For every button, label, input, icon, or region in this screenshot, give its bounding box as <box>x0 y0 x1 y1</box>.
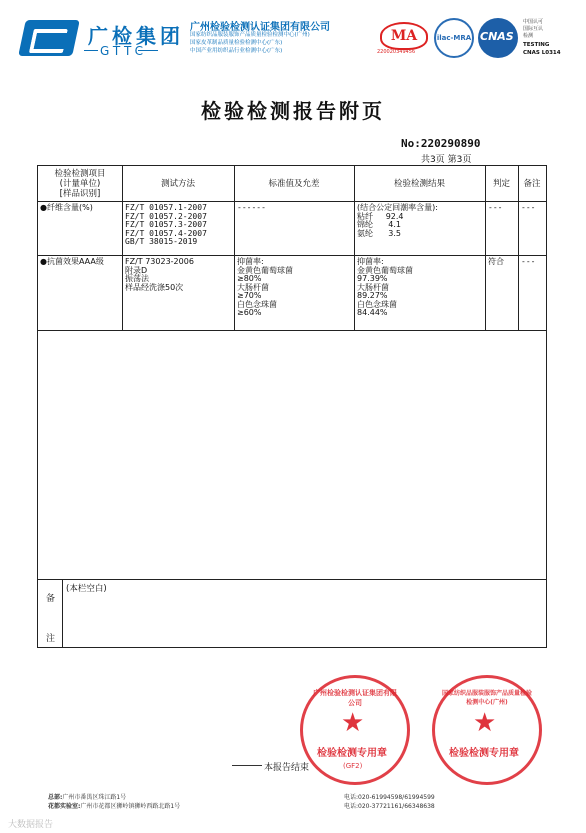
report-number: No:220290890 <box>401 137 481 150</box>
row2-standard: 抑菌率: 金黄色葡萄球菌 ≥80% 大肠杆菌 ≥70% 白色念珠菌 ≥60% <box>237 257 293 317</box>
brand-divider <box>84 50 98 51</box>
table-divider <box>38 330 546 331</box>
row1-result: (结合公定回潮率含量): 粘纤 92.4 锦纶 4.1 氨纶 3.5 <box>357 203 438 238</box>
stamp-seal-2 <box>432 675 542 785</box>
row1-standard: ------ <box>237 203 266 212</box>
row2-method: FZ/T 73023-2006 附录D 振荡法 样品经洗涤50次 <box>125 257 194 292</box>
remarks-label-1: 备 <box>46 594 56 604</box>
remarks-label-2: 注 <box>46 634 56 644</box>
stamp1-bottom-text: 检验检测专用章 <box>317 748 387 759</box>
table-divider <box>38 201 546 202</box>
header-item <box>38 169 122 199</box>
footer-lab <box>48 801 180 810</box>
table-divider <box>234 166 235 330</box>
gttc-logo-icon <box>18 20 80 56</box>
brand-name-cn: 广检集团 <box>88 24 184 48</box>
stamp1-ring-text: 广州检验检测认证集团有限公司 <box>313 689 397 707</box>
org-sub-3: 中国产业用纺织品行业检测中心(广东) <box>190 48 283 54</box>
cma-mark-icon: MA <box>380 22 428 50</box>
footer-lab-tel: 电话:020-37721161/66348638 <box>344 803 435 810</box>
row2-remark: --- <box>521 257 536 266</box>
row2-judgement: 符合 <box>488 257 504 266</box>
stamp1-code: (GF2) <box>343 762 363 770</box>
footer-lab-label: 花都实验室: <box>48 803 81 810</box>
table-divider <box>38 255 546 256</box>
cnas-label: CNAS <box>480 30 514 43</box>
cma-number: 220020349456 <box>377 49 416 55</box>
table-divider <box>518 166 519 330</box>
watermark: 大数据报告 <box>8 820 54 830</box>
row1-judgement: --- <box>488 203 503 212</box>
org-sub-2: 国家皮革制品质量检验检测中心(广东) <box>190 40 283 46</box>
end-dash <box>232 765 262 766</box>
header-item-line: [样品识别] <box>59 189 101 199</box>
row1-method: FZ/T 01057.1-2007 FZ/T 01057.2-2007 FZ/T 01057.3-2007 FZ/T 01057.4-2007 GB/T 38015-2019 <box>125 203 207 246</box>
ilac-mra-icon: ilac-MRA <box>434 18 474 58</box>
table-divider <box>38 579 546 580</box>
remarks-text: (本栏空白) <box>66 584 107 594</box>
stamp2-bottom-text: 检验检测专用章 <box>449 748 519 759</box>
cnas-line-2: 国际互认 <box>523 26 544 32</box>
table-divider <box>122 166 123 330</box>
header-item-line: 检验检测项目 <box>54 169 106 179</box>
stamp-star-icon: ★ <box>473 708 497 738</box>
cnas-line-1: 中国认可 <box>523 19 544 25</box>
table-divider <box>62 579 63 647</box>
page-title: 检验检测报告附页 <box>201 99 385 123</box>
results-table <box>37 165 547 648</box>
stamp2-ring-text: 国家纺织品服装服饰产品质量检验检测中心(广州) <box>441 690 532 706</box>
header-standard: 标准值及允差 <box>268 179 320 189</box>
stamp-star-icon: ★ <box>341 708 365 738</box>
stamp-seal-1 <box>300 675 410 785</box>
footer-lab-address: 广州市花都区狮岭镇狮岭西路北路1号 <box>80 803 181 810</box>
table-divider <box>485 166 486 330</box>
cnas-number: CNAS L0314 <box>523 50 561 56</box>
page-count: 共3页 第3页 <box>421 155 472 165</box>
cnas-testing: TESTING <box>523 42 550 48</box>
footer-hq-tel: 电话:020-61994598/61994599 <box>344 794 435 801</box>
row1-item: ●纤维含量(%) <box>40 203 93 212</box>
footer-hq-address: 广州市番禺区珠江路1号 <box>62 794 127 801</box>
table-divider <box>354 166 355 330</box>
header-method: 测试方法 <box>160 179 195 189</box>
row2-item: ●抗菌效果AAA级 <box>40 257 104 266</box>
org-name: 广州检验检测认证集团有限公司 <box>190 22 330 33</box>
footer-hq-label: 总部: <box>48 794 63 801</box>
header-judgement: 判定 <box>492 179 510 189</box>
end-of-report: 本报告结束 <box>264 763 310 773</box>
org-sub-1: 国家纺织品服装服饰产品质量检验检测中心(广州) <box>190 32 310 38</box>
header-remark: 备注 <box>523 179 541 189</box>
footer-hq <box>48 792 126 801</box>
brand-name-en: GTTC <box>100 44 147 58</box>
row2-result: 抑菌率: 金黄色葡萄球菌 97.39% 大肠杆菌 89.27% 白色念珠菌 84.44% <box>357 257 413 317</box>
header-item-line: (计量单位) <box>59 179 101 189</box>
row1-remark: --- <box>521 203 536 212</box>
header-result: 检验检测结果 <box>393 179 445 189</box>
cnas-line-3: 检测 <box>523 33 534 39</box>
